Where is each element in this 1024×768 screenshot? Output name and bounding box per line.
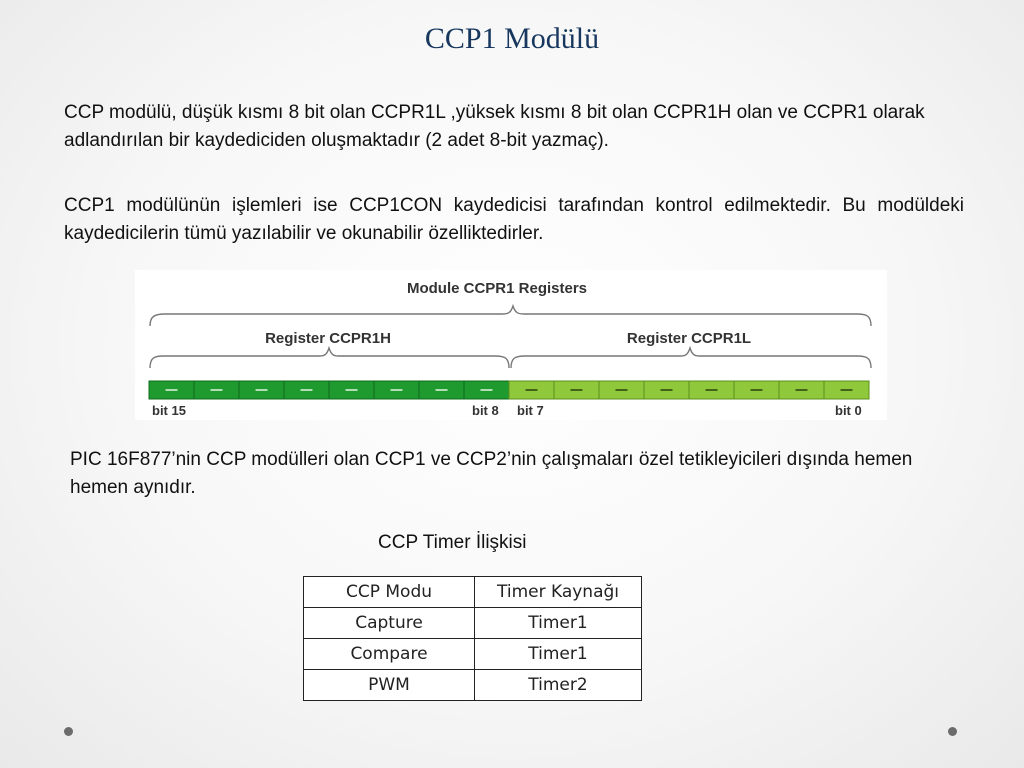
header-ccp-mode: CCP Modu [304,577,475,608]
cell-timer: Timer1 [475,608,642,639]
slide-title: CCP1 Modülü [424,22,600,55]
table-row [304,608,642,639]
table-header-row [304,577,642,608]
cell-mode: Capture [304,608,475,639]
cell-mode: Compare [304,639,475,670]
full-register-brace [150,306,871,326]
paragraph-register-description: CCP modülü, düşük kısmı 8 bit olan CCPR1L ,yüksek kısmı 8 bit olan CCPR1H olan ve CCPR1 olarak adlandırılan bir kaydediciden oluşmaktadır (2 adet 8-bit yazmaç). [64,102,925,151]
high-register-label: Register CCPR1H [265,330,391,347]
diagram-heading: Module CCPR1 Registers [406,280,588,297]
register-diagram-svg [135,270,887,420]
table-row [304,670,642,701]
ccp-timer-table [303,576,642,701]
bit-7-label: bit 7 [517,403,544,418]
bullet-dot-right [948,727,957,736]
high-register-brace [150,348,509,368]
low-register-label: Register CCPR1L [626,330,752,347]
bit-8-label: bit 8 [472,403,499,418]
header-timer-source: Timer Kaynağı [475,577,642,608]
ccpr1-register-diagram [135,270,887,420]
bullet-dot-left [64,727,73,736]
table-caption: CCP Timer İlişkisi [378,532,527,553]
paragraph-ccp-modules: PIC 16F877’nin CCP modülleri olan CCP1 ve CCP2’nin çalışmaları özel tetikleyicileri dışında hemen hemen aynıdır. [70,449,913,498]
bit-0-label: bit 0 [835,403,862,418]
cell-mode: PWM [304,670,475,701]
low-register-brace [511,348,871,368]
cell-timer: Timer2 [475,670,642,701]
cell-timer: Timer1 [475,639,642,670]
paragraph-ccp1con: CCP1 modülünün işlemleri ise CCP1CON kaydedicisi tarafından kontrol edilmektedir. Bu modüldeki kaydedicilerin tümü yazılabilir ve okunabilir özelliktedirler. [64,195,964,244]
bit-cells-group [149,381,869,399]
table-row [304,639,642,670]
bit-15-label: bit 15 [152,403,186,418]
